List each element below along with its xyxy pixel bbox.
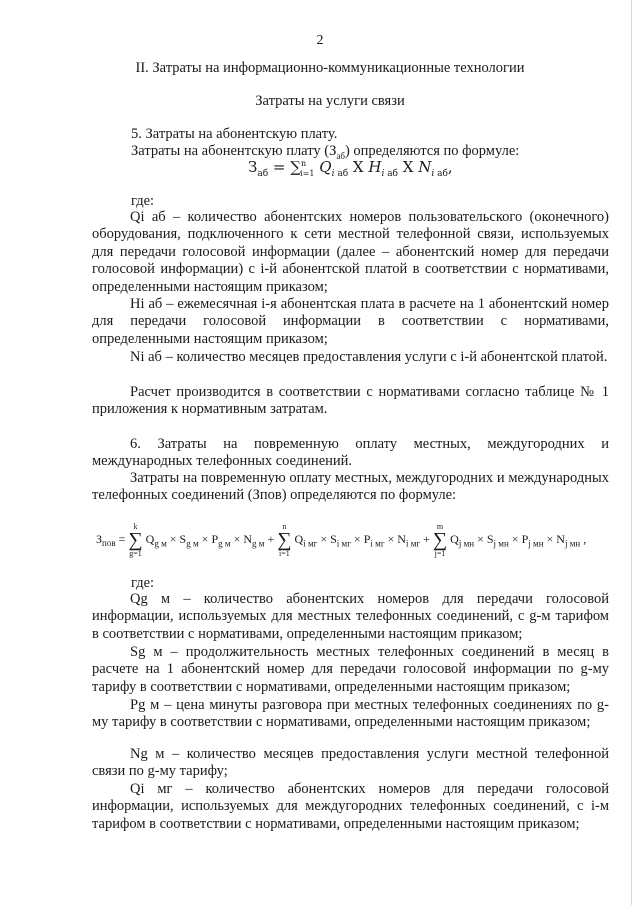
subsection-title: Затраты на услуги связи	[255, 93, 405, 109]
item6-def-qi: Qi мг – количество абонентских номеров для передачи голосовой информации, используемых для междугородних телефонных соединений, с i-м тарифом в соответствии с нормативами, определенными настоящим приказом;	[92, 781, 609, 832]
item6-heading: 6. Затраты на повременную оплату местных, междугородних и международных телефонных соединений.	[92, 436, 609, 470]
item5-def-n: Ni аб – количество месяцев предоставления услуги с i-й абонентской платой.	[130, 349, 608, 365]
item6-def-s: Sg м – продолжительность местных телефонных соединений в месяц в расчете на 1 абонентский номер для передачи голосовой информации по g-му тарифу в соответствии с нормативами, определенными настоящим приказом;	[92, 644, 609, 695]
formula-abonent: $З_{аб} = \sum^n_{i=1}$ $Q_{i аб}$ X $H_{i аб}$ X $N_{i аб}$,	[248, 158, 453, 179]
item6-def-p: Pg м – цена минуты разговора при местных телефонных соединениях по g-му тарифу в соответствии с нормативами, определенными настоящим приказом;	[92, 697, 609, 731]
item6-def-q: Qg м – количество абонентских номеров для передачи голосовой информации, используемых для местных телефонных соединений, с g-м тарифом в соответствии с нормативами, определенными настоящим приказом;	[92, 591, 609, 642]
section-title: II. Затраты на информационно-коммуникационные технологии	[135, 60, 525, 76]
item5-intro: Затраты на абонентскую плату $(З_{аб})$ определяются по формуле:	[131, 143, 520, 161]
item6-where: где:	[131, 575, 155, 591]
page-number: 2	[316, 33, 324, 48]
item5-calc: Расчет производится в соответствии с нормативами согласно таблице № 1 приложения к нормативным затратам.	[92, 384, 609, 418]
item5-heading: 5. Затраты на абонентскую плату.	[131, 126, 338, 142]
item6-intro: Затраты на повременную оплату местных, междугородних и международных телефонных соединений (Зпов) определяются по формуле:	[92, 470, 609, 504]
item6-def-n: Ng м – количество месяцев предоставления услуги местной телефонной связи по g-му тарифу;	[92, 746, 609, 780]
item5-def-q: Qi аб – количество абонентских номеров пользовательского (оконечного) оборудования, подключенного к сети местной телефонной связи, используемых для передачи голосовой информации (далее – абонентский номер для передачи голосовой информации) с i-й абонентской платой в соответствии с нормативами, определенными настоящим приказом;	[92, 209, 609, 295]
formula-povremennaya: $З_{пов}$ = k ∑ g=1 $Q_{g м} \times S_{g м} \times P_{g м} \times N_{g м}$ + n ∑ i=1 $Q_{i мг} \times S_{i мг} \times P_{i мг} \times N_{i мг}$ + m ∑ j=1 $Q_{j мн} \times S_{j мн} \times P_{j мн} \times N_{j мн}$ ,	[96, 522, 587, 558]
item5-where: где:	[131, 193, 155, 209]
item5-def-h: Hi аб – ежемесячная i-я абонентская плата в расчете на 1 абонентский номер для передачи голосовой информации в соответствии с нормативами, определенными настоящим приказом;	[92, 296, 609, 347]
